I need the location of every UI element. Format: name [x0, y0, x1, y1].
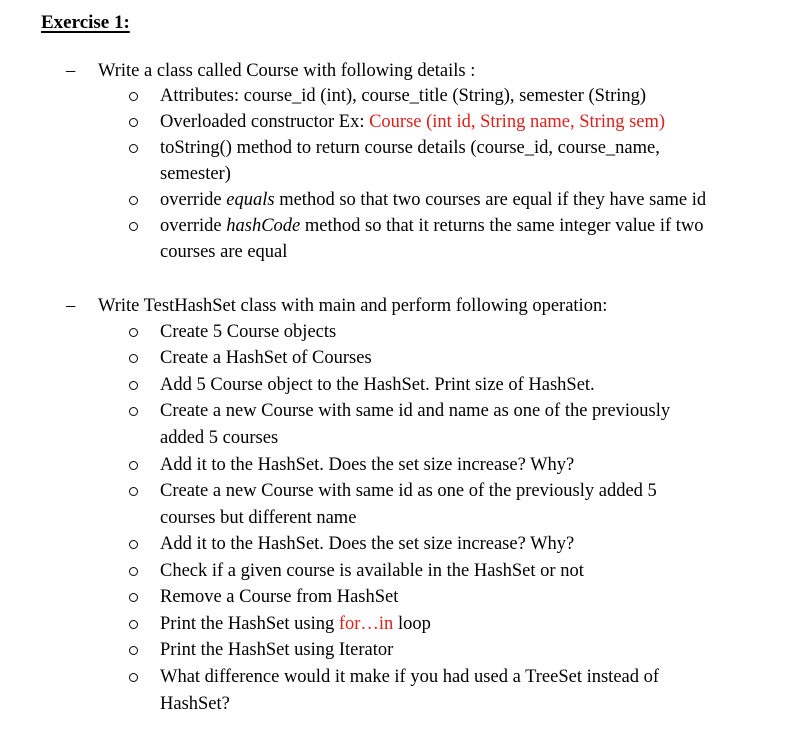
item-hashcode-line1	[160, 215, 704, 237]
circle-bullet-icon	[129, 196, 138, 205]
item-add-question1: Add it to the HashSet. Does the set size increase? Why?	[160, 455, 575, 475]
item-equals	[160, 189, 706, 211]
circle-bullet-icon	[129, 92, 138, 101]
print-forin-keyword: for…in	[338, 614, 394, 634]
item-create-hashset: Create a HashSet of Courses	[160, 348, 372, 368]
equals-prefix: override	[160, 190, 227, 210]
circle-bullet-icon	[129, 118, 138, 127]
dash-bullet: –	[66, 61, 76, 81]
item-hashcode-line2: courses are equal	[160, 242, 288, 262]
item-print-forin	[160, 613, 431, 635]
item-new-diff-line2: courses but different name	[160, 508, 357, 528]
print-forin-prefix: Print the HashSet using	[160, 614, 339, 634]
item-new-same-line2: added 5 courses	[160, 428, 279, 448]
item-treeset-line2: HashSet?	[160, 694, 230, 714]
circle-bullet-icon	[129, 620, 138, 629]
circle-bullet-icon	[129, 567, 138, 576]
circle-bullet-icon	[129, 461, 138, 470]
hashcode-method: hashCode	[226, 216, 301, 236]
constructor-example: Course (int id, String name, String sem)	[369, 112, 666, 132]
exercise-heading: Exercise 1:	[41, 12, 130, 33]
dash-bullet: –	[66, 296, 76, 316]
item-new-same-line1: Create a new Course with same id and name as one of the previously	[160, 401, 671, 421]
item-create-objects: Create 5 Course objects	[160, 322, 337, 342]
circle-bullet-icon	[129, 487, 138, 496]
circle-bullet-icon	[129, 540, 138, 549]
circle-bullet-icon	[129, 328, 138, 337]
constructor-prefix: Overloaded constructor Ex:	[160, 112, 370, 132]
item-add-question2: Add it to the HashSet. Does the set size increase? Why?	[160, 534, 575, 554]
item-remove-course: Remove a Course from HashSet	[160, 587, 399, 607]
item-tostring-line2: semester)	[160, 164, 231, 184]
equals-suffix: method so that two courses are equal if they have same id	[274, 190, 707, 210]
circle-bullet-icon	[129, 381, 138, 390]
hashcode-suffix: method so that it returns the same integer value if two	[300, 216, 704, 236]
item-attributes: Attributes: course_id (int), course_title (String), semester (String)	[160, 86, 647, 106]
item-print-iterator: Print the HashSet using Iterator	[160, 640, 394, 660]
circle-bullet-icon	[129, 407, 138, 416]
hashcode-prefix: override	[160, 216, 227, 236]
circle-bullet-icon	[129, 593, 138, 602]
item-new-diff-line1: Create a new Course with same id as one of the previously added 5	[160, 481, 657, 501]
circle-bullet-icon	[129, 354, 138, 363]
section1-intro: Write a class called Course with following details :	[98, 61, 476, 81]
circle-bullet-icon	[129, 646, 138, 655]
equals-method: equals	[226, 190, 275, 210]
item-treeset-line1: What difference would it make if you had used a TreeSet instead of	[160, 667, 660, 687]
item-constructor	[160, 111, 665, 133]
item-tostring-line1: toString() method to return course details (course_id, course_name,	[160, 138, 660, 158]
circle-bullet-icon	[129, 222, 138, 231]
print-forin-suffix: loop	[393, 614, 431, 634]
item-check-available: Check if a given course is available in the HashSet or not	[160, 561, 584, 581]
circle-bullet-icon	[129, 673, 138, 682]
section2-intro: Write TestHashSet class with main and perform following operation:	[98, 296, 608, 316]
circle-bullet-icon	[129, 144, 138, 153]
item-add-objects: Add 5 Course object to the HashSet. Print size of HashSet.	[160, 375, 595, 395]
